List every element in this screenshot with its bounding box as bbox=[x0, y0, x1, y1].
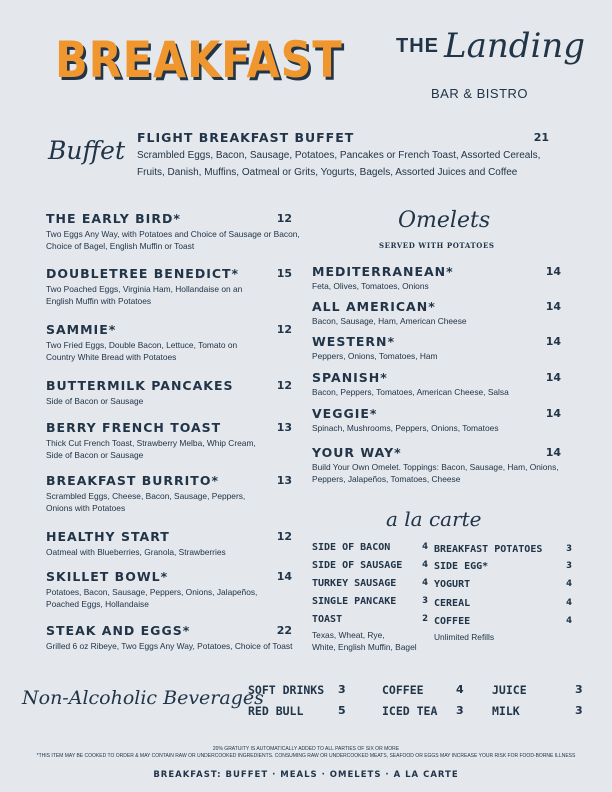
beverage-price: 3 bbox=[456, 704, 464, 717]
menu-item-price: 12 bbox=[276, 323, 292, 336]
beverage-name: ICED TEA bbox=[382, 704, 438, 718]
omelet-name: VEGGIE* bbox=[312, 406, 378, 421]
menu-item-price: 14 bbox=[276, 570, 292, 583]
menu-item-desc: English Muffin with Potatoes bbox=[46, 296, 152, 306]
omelet-price: 14 bbox=[545, 300, 561, 313]
coffee-note: Unlimited Refills bbox=[434, 632, 495, 642]
carte-item-price: 3 bbox=[566, 561, 572, 571]
omelet-name: SPANISH* bbox=[312, 370, 388, 385]
omelet-name: MEDITERRANEAN* bbox=[312, 264, 454, 279]
buffet-desc-line1: Scrambled Eggs, Bacon, Sausage, Potatoes, Pancakes or French Toast, Assorted Cereals, bbox=[137, 150, 541, 161]
menu-item-desc: Scrambled Eggs, Cheese, Bacon, Sausage, Peppers, bbox=[46, 491, 246, 501]
carte-item-price: 3 bbox=[422, 596, 428, 606]
toast-note: White, English Muffin, Bagel bbox=[312, 642, 417, 652]
menu-item-desc: Onions with Potatoes bbox=[46, 503, 126, 513]
buffet-desc-line2: Fruits, Danish, Muffins, Oatmeal or Grits, Yogurts, Bagels, Assorted Juices and Coffee bbox=[137, 167, 518, 178]
menu-item-desc: Two Poached Eggs, Virginia Ham, Hollandaise on an bbox=[46, 284, 243, 294]
omelet-price: 14 bbox=[545, 407, 561, 420]
omelet-price: 14 bbox=[545, 265, 561, 278]
bottom-nav: BREAKFAST: BUFFET · MEALS · OMELETS · A LA CARTE bbox=[153, 770, 459, 780]
menu-item-desc: Side of Bacon or Sausage bbox=[46, 450, 144, 460]
a-la-carte-title: a la carte bbox=[386, 507, 482, 531]
menu-item-desc: Poached Eggs, Hollandaise bbox=[46, 599, 149, 609]
menu-item-desc: Country White Bread with Potatoes bbox=[46, 352, 177, 362]
menu-item-name: SKILLET BOWL* bbox=[46, 569, 169, 584]
omelet-price: 14 bbox=[545, 335, 561, 348]
menu-item-name: BUTTERMILK PANCAKES bbox=[46, 378, 234, 393]
carte-item-name: BREAKFAST POTATOES bbox=[434, 544, 543, 555]
menu-item-desc: Grilled 6 oz Ribeye, Two Eggs Any Way, Potatoes, Choice of Toast bbox=[46, 641, 293, 651]
menu-item-name: THE EARLY BIRD* bbox=[46, 211, 181, 226]
carte-item-name: COFFEE bbox=[434, 616, 471, 627]
omelet-name: ALL AMERICAN* bbox=[312, 299, 436, 314]
food-warning: *THIS ITEM MAY BE COOKED TO ORDER & MAY CONTAIN RAW OR UNDERCOOKED INGREDIENTS. CONSUMING RAW OR UNDERCOOKED MEATS, SEAFOOD OR EGGS MAY INCREASE YOUR RISK FOR FOOD-BORNE ILLNESS bbox=[36, 753, 576, 759]
carte-item-name: SIDE OF BACON bbox=[312, 542, 391, 553]
carte-item-price: 4 bbox=[566, 579, 572, 589]
carte-item-name: SIDE OF SAUSAGE bbox=[312, 560, 403, 571]
omelet-desc: Bacon, Peppers, Tomatoes, American Cheese, Salsa bbox=[312, 387, 509, 397]
beverage-name: JUICE bbox=[492, 683, 527, 697]
menu-item-price: 22 bbox=[276, 624, 292, 637]
menu-item-desc: Side of Bacon or Sausage bbox=[46, 396, 144, 406]
carte-item-price: 4 bbox=[422, 560, 428, 570]
menu-item-name: STEAK AND EGGS* bbox=[46, 623, 191, 638]
menu-item-desc: Two Fried Eggs, Double Bacon, Lettuce, Tomato on bbox=[46, 340, 238, 350]
menu-item-price: 15 bbox=[276, 267, 292, 280]
carte-item-price: 4 bbox=[566, 598, 572, 608]
carte-item-name: TURKEY SAUSAGE bbox=[312, 578, 397, 589]
gratuity-note: 20% GRATUITY IS AUTOMATICALLY ADDED TO ALL PARTIES OF SIX OR MORE bbox=[212, 746, 400, 752]
beverage-price: 3 bbox=[575, 704, 583, 717]
beverage-name: MILK bbox=[492, 704, 520, 718]
buffet-price: 21 bbox=[533, 131, 549, 144]
logo-subtitle: BAR & BISTRO bbox=[431, 86, 529, 101]
omelet-price: 14 bbox=[545, 371, 561, 384]
menu-item-desc: Oatmeal with Blueberries, Granola, Strawberries bbox=[46, 547, 226, 557]
menu-item-price: 12 bbox=[276, 530, 292, 543]
carte-item-name: CEREAL bbox=[434, 598, 471, 609]
carte-item-name: SINGLE PANCAKE bbox=[312, 596, 397, 607]
beverage-price: 4 bbox=[456, 683, 464, 696]
omelet-desc: Spinach, Mushrooms, Peppers, Onions, Tomatoes bbox=[312, 423, 499, 433]
buffet-name: FLIGHT BREAKFAST BUFFET bbox=[137, 130, 355, 145]
omelet-name: WESTERN* bbox=[312, 334, 396, 349]
menu-item-price: 13 bbox=[276, 474, 292, 487]
menu-item-desc: Potatoes, Bacon, Sausage, Peppers, Onions, Jalapeños, bbox=[46, 587, 258, 597]
buffet-label: Buffet bbox=[48, 136, 126, 165]
menu-item-price: 12 bbox=[276, 379, 292, 392]
beverage-price: 3 bbox=[338, 683, 346, 696]
menu-item-desc: Choice of Bagel, English Muffin or Toast bbox=[46, 241, 195, 251]
carte-item-price: 4 bbox=[422, 542, 428, 552]
menu-item-name: HEALTHY START bbox=[46, 529, 170, 544]
logo-landing: Landing bbox=[444, 26, 586, 66]
menu-item-price: 13 bbox=[276, 421, 292, 434]
menu-item-name: BERRY FRENCH TOAST bbox=[46, 420, 222, 435]
omelets-subtitle: SERVED WITH POTATOES bbox=[379, 241, 495, 250]
menu-item-name: SAMMIE* bbox=[46, 322, 117, 337]
menu-item-desc: Thick Cut French Toast, Strawberry Melba, Whip Cream, bbox=[46, 438, 256, 448]
beverage-name: COFFEE bbox=[382, 683, 424, 697]
beverage-price: 3 bbox=[575, 683, 583, 696]
omelet-price: 14 bbox=[545, 446, 561, 459]
carte-item-price: 4 bbox=[422, 578, 428, 588]
omelet-desc: Build Your Own Omelet. Toppings: Bacon, Sausage, Ham, Onions, bbox=[312, 462, 559, 472]
carte-item-price: 3 bbox=[566, 544, 572, 554]
omelet-desc: Peppers, Onions, Tomatoes, Ham bbox=[312, 351, 438, 361]
beverage-price: 5 bbox=[338, 704, 346, 717]
omelet-desc: Feta, Olives, Tomatoes, Onions bbox=[312, 281, 429, 291]
beverage-name: SOFT DRINKS bbox=[248, 683, 325, 697]
omelet-desc: Bacon, Sausage, Ham, American Cheese bbox=[312, 316, 467, 326]
omelet-desc: Peppers, Jalapeños, Tomatoes, Cheese bbox=[312, 474, 461, 484]
logo-the: THE bbox=[396, 35, 439, 57]
menu-title: BREAKFAST bbox=[55, 31, 343, 89]
beverage-name: RED BULL bbox=[248, 704, 304, 718]
carte-item-price: 2 bbox=[422, 614, 428, 624]
menu-item-name: BREAKFAST BURRITO* bbox=[46, 473, 219, 488]
menu-item-price: 12 bbox=[276, 212, 292, 225]
toast-note: Texas, Wheat, Rye, bbox=[312, 630, 385, 640]
beverages-title: Non-Alcoholic Beverages bbox=[22, 687, 264, 709]
carte-item-price: 4 bbox=[566, 616, 572, 626]
omelets-title: Omelets bbox=[398, 208, 491, 233]
carte-item-name: YOGURT bbox=[434, 579, 471, 590]
carte-item-name: SIDE EGG* bbox=[434, 561, 489, 572]
menu-item-name: DOUBLETREE BENEDICT* bbox=[46, 266, 240, 281]
omelet-name: YOUR WAY* bbox=[312, 445, 402, 460]
menu-item-desc: Two Eggs Any Way, with Potatoes and Choice of Sausage or Bacon, bbox=[46, 229, 300, 239]
carte-item-name: TOAST bbox=[312, 614, 343, 625]
